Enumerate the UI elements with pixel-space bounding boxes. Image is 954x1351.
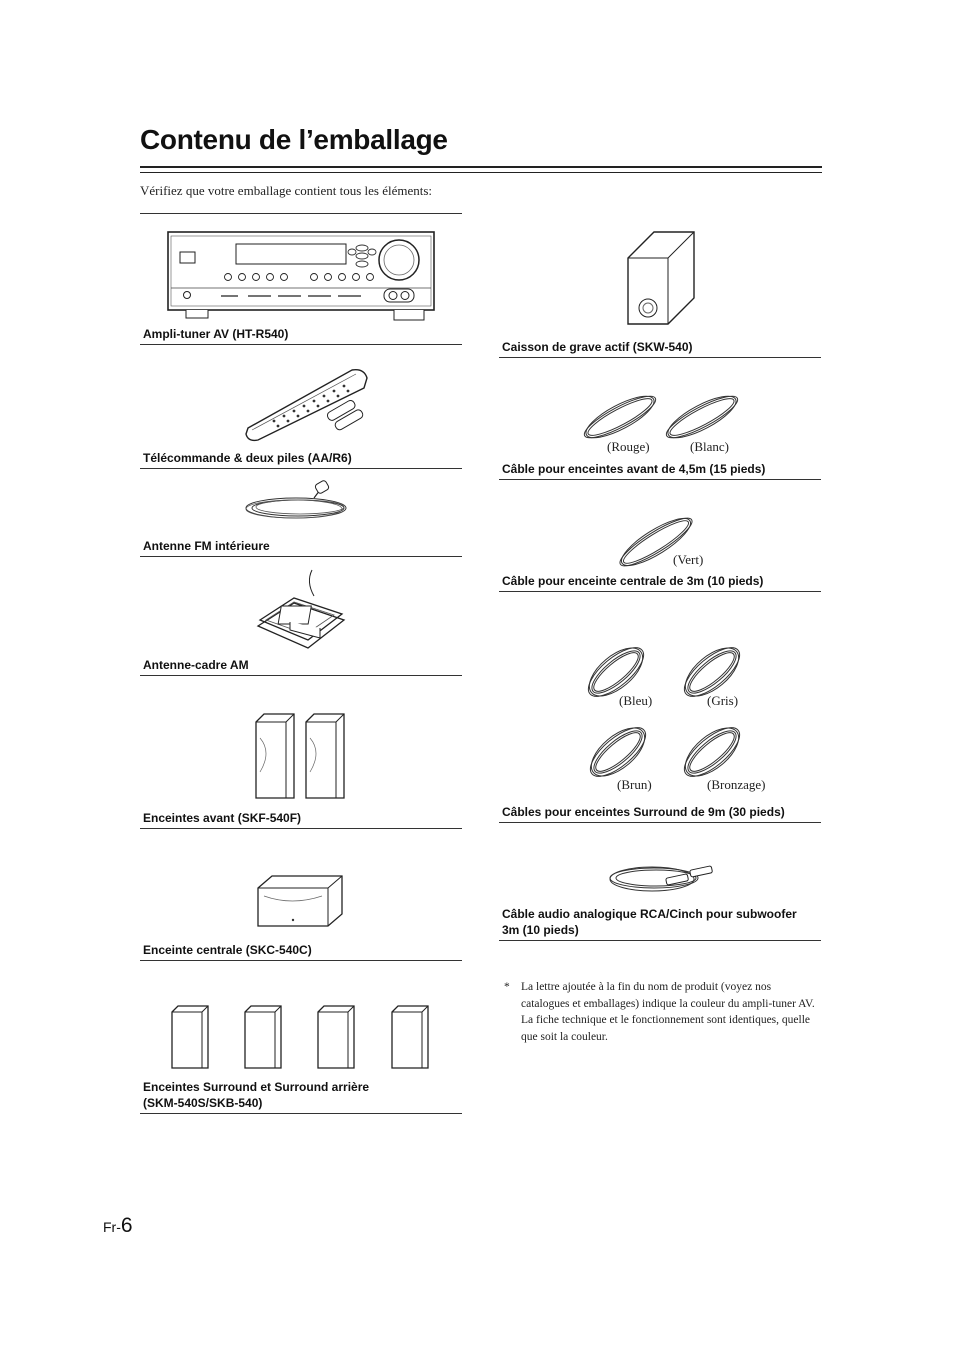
center-speaker-illustration (256, 874, 346, 930)
left-top-separator (140, 213, 462, 214)
front-speakers-illustration (252, 712, 348, 802)
separator (499, 822, 821, 823)
am-loop-antenna-illustration (256, 568, 346, 652)
title-rule-thin (140, 172, 822, 173)
page-title: Contenu de l’emballage (140, 124, 448, 155)
caption-av-receiver: Ampli-tuner AV (HT-R540) (143, 327, 289, 341)
caption-fm-antenna: Antenne FM intérieure (143, 539, 270, 553)
caption-rca-cable: Câble audio analogique RCA/Cinch pour subwoofer (502, 907, 797, 921)
caption-remote: Télécommande & deux piles (AA/R6) (143, 451, 352, 465)
separator (499, 479, 821, 480)
caption-center-cable: Câble pour enceinte centrale de 3m (10 pieds) (502, 574, 764, 588)
cable-color-label: (Bleu) (619, 693, 653, 708)
caption-surround-speakers: Enceintes Surround et Surround arrière (143, 1080, 370, 1094)
cable-color-label: (Gris) (707, 693, 739, 708)
cable-color-label: (Blanc) (690, 439, 729, 454)
remote-and-batteries-illustration (244, 366, 369, 442)
footnote-text: La lettre ajoutée à la fin du nom de produit (voyez nos catalogues et emballages) indique la couleur du ampli-tuner AV. La fiche technique et le fonctionnement sont identiques, quelle que soit la couleur. (521, 981, 815, 1043)
av-receiver-illustration (166, 230, 436, 325)
caption-surround-speakers-models: (SKM-540S/SKB-540) (143, 1096, 263, 1110)
rca-cable-illustration (606, 860, 716, 896)
cable-color-label: (Bronzage) (707, 777, 766, 792)
separator (140, 675, 462, 676)
caption-front-speakers: Enceintes avant (SKF-540F) (143, 811, 302, 825)
intro-text: Vérifiez que votre emballage contient tous les éléments: (140, 183, 433, 198)
fm-antenna-illustration (244, 478, 359, 526)
separator (499, 357, 821, 358)
separator (140, 960, 462, 961)
cable-color-label: (Brun) (617, 777, 652, 792)
title-rule-thick (140, 166, 822, 168)
page-number (103, 1214, 133, 1238)
page-number-prefix: Fr- (103, 1219, 121, 1235)
subwoofer-illustration (624, 228, 698, 328)
page-number-value: 6 (120, 1214, 133, 1237)
separator (140, 556, 462, 557)
surround-speakers-illustration (168, 1004, 438, 1070)
cable-color-label: (Vert) (673, 552, 704, 567)
separator (140, 468, 462, 469)
front-speaker-cables-illustration (580, 392, 745, 440)
cable-color-label: (Rouge) (607, 439, 650, 454)
caption-center-speaker: Enceinte centrale (SKC-540C) (143, 943, 312, 957)
separator (499, 591, 821, 592)
surround-speaker-cables-illustration (584, 642, 746, 784)
caption-front-cables: Câble pour enceintes avant de 4,5m (15 pieds) (502, 462, 766, 476)
separator (140, 828, 462, 829)
separator (140, 1113, 462, 1114)
footnote-marker: * (504, 981, 510, 993)
separator (140, 344, 462, 345)
caption-subwoofer: Caisson de grave actif (SKW-540) (502, 340, 693, 354)
caption-am-antenna: Antenne-cadre AM (143, 658, 249, 672)
caption-surround-cables: Câbles pour enceintes Surround de 9m (30 pieds) (502, 805, 785, 819)
caption-rca-cable-length: 3m (10 pieds) (502, 923, 579, 937)
separator (499, 940, 821, 941)
